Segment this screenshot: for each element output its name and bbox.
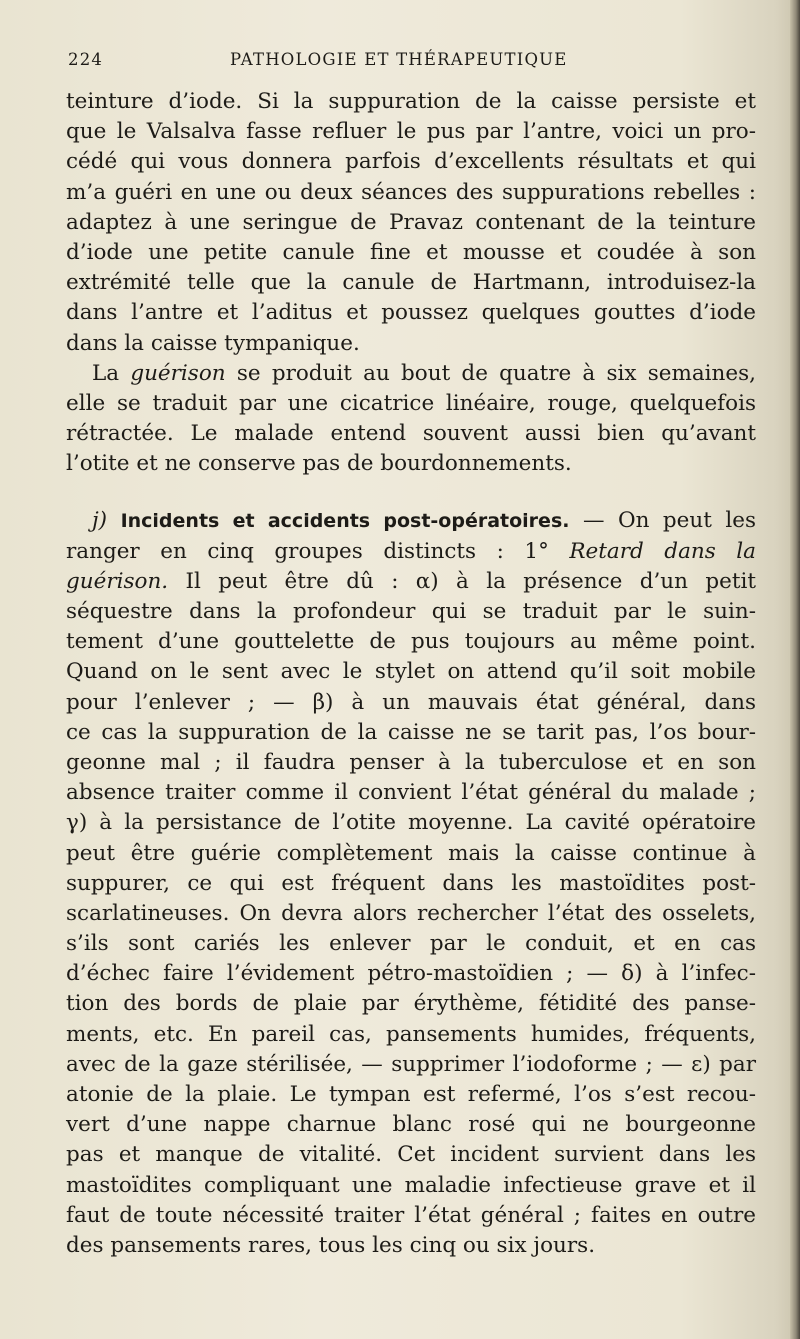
text-line: faut de toute nécessité traiter l’état général ; faites en outre [66, 1202, 756, 1228]
text-line: ments, etc. En pareil cas, pansements humides, fréquents, [66, 1021, 756, 1047]
text-line: dans la caisse tympanique. [66, 330, 360, 356]
body-text [66, 87, 756, 1261]
text-line: extrémité telle que la canule de Hartmann, introduisez-la [66, 270, 756, 296]
text-line: s’ils sont cariés les enlever par le conduit, et en cas [66, 931, 756, 957]
text-line: mastoïdites compliquant une maladie infectieuse grave et il [66, 1172, 756, 1198]
running-header [68, 50, 758, 76]
text-line: tion des bords de plaie par érythème, fétidité des panse- [66, 991, 756, 1017]
text-line: elle se traduit par une cicatrice linéaire, rouge, quelquefois [66, 390, 756, 416]
text-line: absence traiter comme il convient l’état général du malade ; [66, 780, 756, 806]
text-line: Quand on le sent avec le stylet on attend qu’il soit mobile [66, 659, 756, 685]
text-line: ce cas la suppuration de la caisse ne se tarit pas, l’os bour- [66, 719, 756, 745]
text-run: — On peut les [569, 508, 756, 534]
text-line: d’iode une petite canule fine et mousse et coudée à son [66, 239, 756, 265]
page-edge-shadow [790, 0, 800, 1339]
text-line: vert d’une nappe charnue blanc rosé qui ne bourgeonne [66, 1112, 756, 1138]
text-line: avec de la gaze stérilisée, — supprimer l’iodoforme ; — ε) par [66, 1051, 756, 1077]
text-line: cédé qui vous donnera parfois d’excellents résultats et qui [66, 149, 756, 175]
text-line: des pansements rares, tous les cinq ou six jours. [66, 1232, 596, 1258]
text-line [66, 506, 756, 536]
paragraph-gap [66, 479, 756, 506]
text-line: pas et manque de vitalité. Cet incident survient dans les [66, 1142, 756, 1168]
section-label: j) [92, 508, 108, 534]
italic-term: Retard dans la [569, 538, 757, 564]
text-line: pour l’enlever ; — β) à un mauvais état général, dans [66, 689, 756, 715]
text-line [66, 359, 756, 389]
running-title: PATHOLOGIE ET THÉRAPEUTIQUE [230, 50, 568, 69]
text-line: séquestre dans la profondeur qui se traduit par le suin- [66, 599, 756, 624]
text-run: ranger en cinq groupes distincts : 1° [66, 538, 570, 564]
italic-term: guérison. [66, 568, 169, 594]
text-line: d’échec faire l’évidement pétro-mastoïdien ; — δ) à l’infec- [66, 961, 756, 987]
text-line: peut être guérie complètement mais la caisse continue à [66, 840, 756, 866]
text-line: atonie de la plaie. Le tympan est refermé, l’os s’est recou- [66, 1082, 756, 1107]
text-line: l’otite et ne conserve pas de bourdonnements. [66, 451, 572, 477]
section-heading: Incidents et accidents post-opératoires. [120, 510, 570, 533]
page-number: 224 [68, 50, 104, 69]
text-line: scarlatineuses. On devra alors rechercher l’état des osselets, [66, 900, 756, 926]
text-run: se produit au bout de quatre à six semaines, [225, 360, 756, 386]
text-line: m’a guéri en une ou deux séances des suppurations rebelles : [66, 179, 756, 205]
text-line [66, 567, 756, 597]
text-line: dans l’antre et l’aditus et poussez quelques gouttes d’iode [66, 300, 756, 326]
text-line: tement d’une gouttelette de pus toujours au même point. [66, 629, 756, 655]
text-line: suppurer, ce qui est fréquent dans les mastoïdites post- [66, 870, 756, 896]
italic-term: guérison [130, 360, 226, 386]
text-run: Il peut être dû : α) à la présence d’un petit [168, 568, 756, 594]
text-run: La [92, 360, 131, 386]
text-line: que le Valsalva fasse refluer le pus par l’antre, voici un pro- [66, 119, 756, 145]
text-line: geonne mal ; il faudra penser à la tuberculose et en son [66, 749, 756, 775]
text-line: rétractée. Le malade entend souvent aussi bien qu’avant [66, 421, 756, 447]
text-line: teinture d’iode. Si la suppuration de la caisse persiste et [66, 89, 756, 114]
text-line: adaptez à une seringue de Pravaz contenant de la teinture [66, 209, 756, 235]
text-line [66, 537, 756, 567]
text-line: γ) à la persistance de l’otite moyenne. La cavité opératoire [66, 810, 756, 836]
